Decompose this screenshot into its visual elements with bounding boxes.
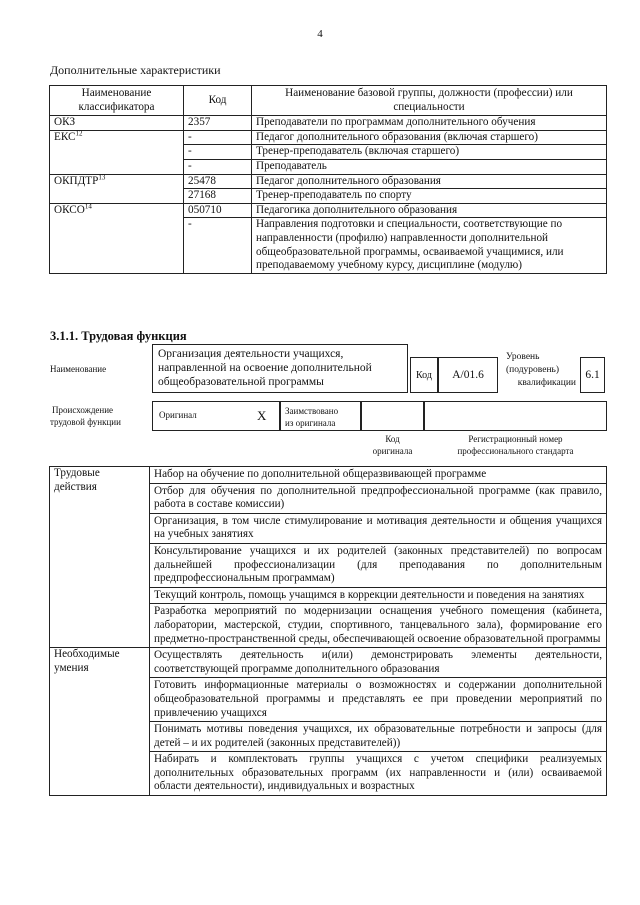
function-title: 3.1.1. Трудовая функция	[50, 329, 187, 343]
occupation-name-cell: Педагогика дополнительного образования	[252, 203, 607, 218]
classifier-name: ОКСО	[54, 203, 85, 216]
borrowed-label-line2: из оригинала	[285, 418, 336, 428]
origin-label-line1: Происхождение	[52, 405, 114, 415]
code-cell: 27168	[184, 189, 252, 204]
level-label-line3: квалификации	[517, 378, 576, 388]
origin-label	[50, 404, 121, 428]
classifier-table-body	[50, 116, 607, 274]
original-code-box	[361, 401, 424, 431]
level-label-line2: (подуровень)	[506, 365, 560, 375]
code-cell: -	[184, 159, 252, 174]
labor-action-group-label: Трудовые действия	[50, 467, 150, 648]
labor-action-cell: Консультирование учащихся и их родителей (законных представителей) по вопросам дальнейшей профессионализации (для преподавания по дополнительным предпрофессиональным программам)	[150, 543, 607, 587]
classifier-table	[49, 85, 607, 274]
code-cell: 050710	[184, 203, 252, 218]
section-title: Дополнительные характеристики	[50, 63, 221, 77]
reg-number-caption	[424, 433, 607, 457]
origin-label-line2: трудовой функции	[50, 417, 121, 427]
original-box	[152, 401, 280, 431]
occupation-name-cell: Педагог дополнительного образования	[252, 174, 607, 189]
labor-table	[49, 466, 607, 796]
orig-code-caption-line1: Код	[385, 434, 400, 444]
page-number: 4	[317, 28, 323, 40]
orig-code-caption	[361, 433, 424, 457]
occupation-name-cell: Педагог дополнительного образования (включая старшего)	[252, 130, 607, 145]
footnote-ref: 14	[84, 202, 92, 211]
required-skill-cell: Осуществлять деятельность и(или) демонстрировать элементы деятельности, соответствующей программе дополнительного образования	[150, 648, 607, 678]
classifier-row	[50, 203, 607, 218]
classifier-row	[50, 174, 607, 189]
level-value-box: 6.1	[580, 357, 605, 393]
header-code: Код	[184, 86, 252, 116]
code-cell: -	[184, 145, 252, 160]
code-cell: 2357	[184, 116, 252, 131]
required-skill-cell: Понимать мотивы поведения учащихся, их образовательные потребности и запросы (для детей – и их родителей (законных представителей))	[150, 722, 607, 752]
labor-action-cell: Набор на обучение по дополнительной общеразвивающей программе	[150, 467, 607, 484]
borrowed-label	[285, 405, 338, 429]
labor-action-cell: Организация, в том числе стимулирование и мотивация деятельности и общения учащихся на учебных занятиях	[150, 513, 607, 543]
code-value-box: А/01.6	[438, 357, 498, 393]
code-cell: 25478	[184, 174, 252, 189]
occupation-name-cell: Тренер-преподаватель (включая старшего)	[252, 145, 607, 160]
classifier-row	[50, 130, 607, 145]
classifier-name-cell	[50, 174, 184, 203]
required-skill-group-label: Необходимые умения	[50, 648, 150, 796]
labor-action-cell: Отбор для обучения по дополнительной предпрофессиональной программе (как правило, работа в составе комиссии)	[150, 483, 607, 513]
header-classifier: Наименование классификатора	[50, 86, 184, 116]
required-skill-row	[50, 648, 607, 678]
borrowed-label-line1: Заимствовано	[285, 406, 339, 416]
level-label	[506, 351, 576, 390]
borrowed-box	[280, 401, 361, 431]
function-name-box: Организация деятельности учащихся, направленной на освоение дополнительной общеобразовательной программы	[152, 344, 408, 393]
footnote-ref: 13	[98, 172, 106, 181]
original-mark: X	[257, 408, 267, 423]
required-skill-cell: Набирать и комплектовать группы учащихся с учетом специфики реализуемых дополнительных образовательных программ (их направленности и (или) осваиваемой области деятельности), индивидуальных и возрастных	[150, 752, 607, 796]
occupation-name-cell: Преподаватель	[252, 159, 607, 174]
code-label-box: Код	[410, 357, 438, 393]
required-skill-cell: Готовить информационные материалы о возможностях и содержании дополнительной общеобразовательной программы и представлять ее при проведении мероприятий по привлечению учащихся	[150, 678, 607, 722]
labor-table-body	[50, 467, 607, 796]
classifier-name-cell	[50, 130, 184, 174]
name-label: Наименование	[50, 364, 107, 374]
footnote-ref: 12	[75, 129, 83, 138]
occupation-name-cell: Преподаватели по программам дополнительного обучения	[252, 116, 607, 131]
header-name: Наименование базовой группы, должности (профессии) или специальности	[252, 86, 607, 116]
classifier-table-header	[50, 86, 607, 116]
reg-number-caption-line1: Регистрационный номер	[468, 434, 563, 444]
classifier-name: ЕКС	[54, 130, 76, 143]
classifier-name: ОКЗ	[54, 116, 76, 129]
classifier-name-cell	[50, 203, 184, 273]
original-label: Оригинал	[159, 410, 197, 420]
classifier-name: ОКПДТР	[54, 174, 99, 187]
labor-action-row	[50, 467, 607, 484]
reg-number-caption-line2: профессионального стандарта	[457, 446, 574, 456]
labor-action-cell: Текущий контроль, помощь учащимся в коррекции деятельности и поведения на занятиях	[150, 587, 607, 604]
orig-code-caption-line2: оригинала	[372, 446, 413, 456]
labor-action-cell: Разработка мероприятий по модернизации оснащения учебного помещения (кабинета, лаборатории, мастерской, студии, спортивного, танцевального зала), формирование его предметно-пространственной среды, обеспечивающей освоение образовательной программы	[150, 604, 607, 648]
classifier-name-cell	[50, 116, 184, 131]
level-label-line1: Уровень	[506, 352, 540, 362]
classifier-row	[50, 116, 607, 131]
code-cell: -	[184, 130, 252, 145]
occupation-name-cell: Тренер-преподаватель по спорту	[252, 189, 607, 204]
occupation-name-cell: Направления подготовки и специальности, соответствующие по направленности (профилю) направленности дополнительной общеобразовательной программы, осваиваемой учащимися, или преподаваемому учебному курсу, дисциплине (модулю)	[252, 218, 607, 273]
code-cell: -	[184, 218, 252, 273]
reg-number-box	[424, 401, 607, 431]
